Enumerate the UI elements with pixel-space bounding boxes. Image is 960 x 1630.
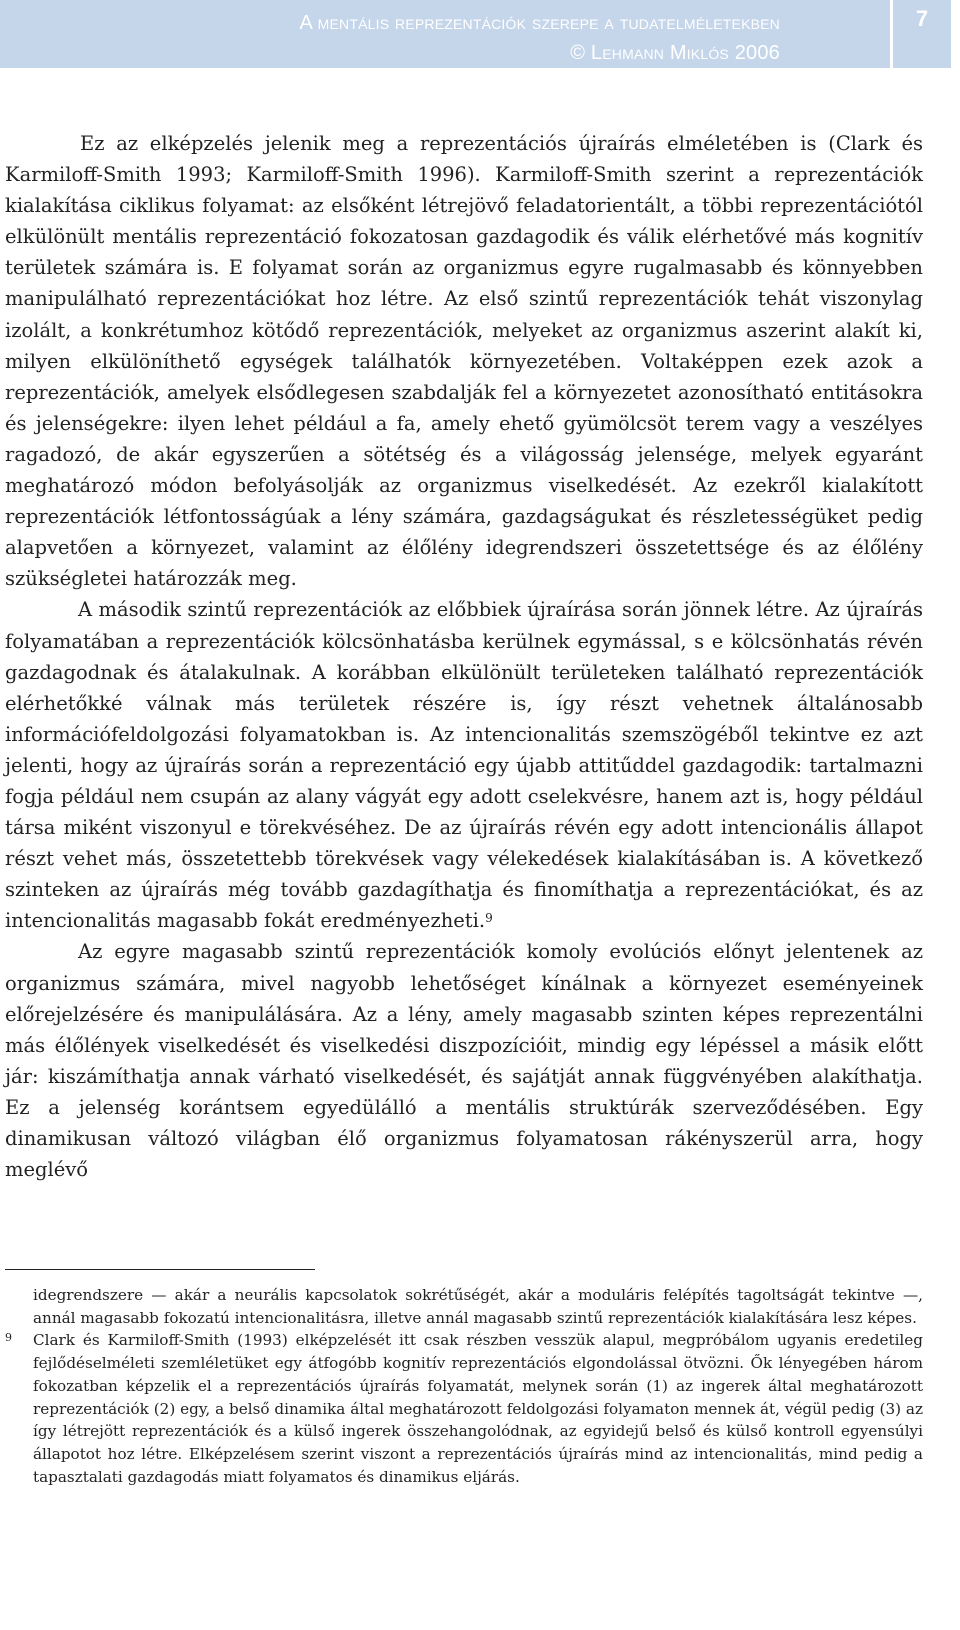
footnotes [5, 1284, 923, 1488]
running-author: © Lehmann Miklós 2006 [570, 42, 780, 64]
footnote-9-text: Clark és Karmiloff-Smith (1993) elképzelését itt csak részben vesszük alapul, megpróbálom ugyanis eredetileg fejlődéselméleti szemléletüket egy átfogóbb kognitív reprezentációs elgondolással ötvözni. Ők lényegében három fokozatban képzelik el a reprezentációs újraírás folyamatát, melynek során (1) az ingerek által meghatározott reprezentációk (2) egy, a belső dinamika által meghatározott feldolgozási folyamaton mennek át, végül pedig (3) az így létrejött reprezentációk és a külső ingerek összehangolódnak, az egyidejű belső és külső kontroll egyensúlyi állapotot hoz létre. Elképzelésem szerint viszont a reprezentációs újraírás mind az intencionalitás, mind pedig a tapasztalati gazdagodás miatt folyamatos és dinamikus eljárás. [33, 1331, 923, 1486]
page-number: 7 [915, 6, 929, 31]
footnote-9 [5, 1329, 923, 1488]
footnote-separator [5, 1269, 315, 1270]
paragraph-2 [5, 594, 923, 936]
paragraph-1: Ez az elképzelés jelenik meg a reprezentációs újraírás elméletében is (Clark és Karmiloff-Smith 1993; Karmiloff-Smith 1996). Karmiloff-Smith szerint a reprezentációk kialakítása ciklikus folyamat: az elsőként létrejövő feladatorientált, a többi reprezentációtól elkülönült mentális reprezentáció fokozatosan gazdagodik és válik elérhetővé más kognitív területek számára is. E folyamat során az organizmus egyre rugalmasabb és könnyebben manipulálható reprezentációkat hoz létre. Az első szintű reprezentációk tehát viszonylag izolált, a konkrétumhoz kötődő reprezentációk, melyeket az organizmus aszerint alakít ki, milyen elkülöníthető egységek találhatók környezetében. Voltaképpen ezek azok a reprezentációk, amelyek elsődlegesen szabdalják fel a környezetet azonosítható entitásokra és jelenségekre: ilyen lehet például a fa, amely ehető gyümölcsöt terem vagy a veszélyes ragadozó, de akár egyszerűen a sötétség és a világosság jelensége, melyek egyaránt meghatározó módon befolyásolják az organizmus viselkedését. Az ezekről kialakított reprezentációk létfontosságúak a lény számára, gazdagságukat és részletességüket pedig alapvetően a környezet, valamint az élőlény idegrendszeri összetettsége és az élőlény szükségletei határozzák meg. [5, 132, 923, 591]
footnote-reference[interactable]: 9 [485, 911, 493, 926]
footnote-9-mark: 9 [5, 1331, 12, 1345]
paragraph-2-text: A második szintű reprezentációk az előbbiek újraírása során jönnek létre. Az újraírás folyamatában a reprezentációk kölcsönhatásba kerülnek egymással, s e kölcsönhatás révén gazdagodnak és átalakulnak. A korábban elkülönült területeken található reprezentációk elérhetőkké válnak más területek részére is, így részt vehetnek általánosabb információfeldolgozási folyamatokban is. Az intencionalitás szemszögéből tekintve ez azt jelenti, hogy az újraírás során a reprezentáció egy újabb attitűddel gazdagodik: tartalmazni fogja például nem csupán az alany vágyát egy adott cselekvésre, hanem azt is, hogy például társa miként viszonyul e törekvéséhez. De az újraírás révén egy adott intencionális állapot részt vehet más, összetettebb törekvések vagy vélekedések kialakításában is. A következő szinteken az újraírás még tovább gazdagíthatja és finomíthatja a reprezentációkat, és az intencionalitás magasabb fokát eredményezheti. [5, 598, 923, 933]
running-header [0, 0, 890, 68]
page-number-box [893, 0, 951, 68]
header-text-block [299, 8, 780, 68]
footnote-continuation: idegrendszere — akár a neurális kapcsolatok sokrétűségét, akár a moduláris felépítés tagoltságát tekintve —, annál magasabb fokozatú intencionalitásra, illetve annál magasabb szintű reprezentációk kialakítására lesz képes. [33, 1286, 923, 1327]
main-text [5, 128, 923, 1185]
paragraph-3: Az egyre magasabb szintű reprezentációk komoly evolúciós előnyt jelentenek az organizmus számára, mivel nagyobb lehetőséget kínálnak a környezet eseményeinek előrejelzésére és manipulálására. Az a lény, amely magasabb szinten képes reprezentálni más élőlények viselkedését és viselkedési diszpozícióit, mindig egy lépéssel a másik előtt jár: kiszámíthatja annak várható viselkedését, és sajátját annak függvényében alakíthatja. Ez a jelenség korántsem egyedülálló a mentális struktúrák szerveződésében. Egy dinamikusan változó világban élő organizmus folyamatosan rákényszerül arra, hogy meglévő [5, 940, 923, 1182]
running-title: A mentális reprezentációk szerepe a tudatelméletekben [299, 12, 780, 34]
